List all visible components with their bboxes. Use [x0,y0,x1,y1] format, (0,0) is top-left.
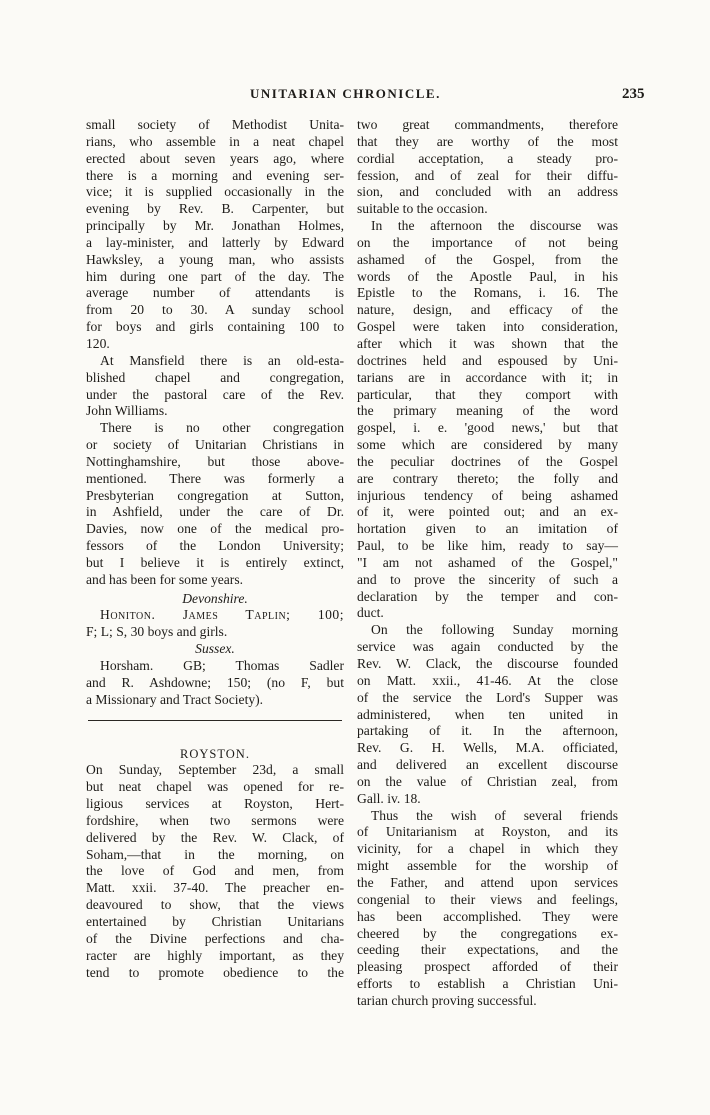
text-line: partaking of it. In the afternoon, [357,723,618,739]
text-line: 120. [86,335,110,351]
text-line: of Unitarianism at Royston, and its [357,824,618,840]
page-number: 235 [622,86,645,102]
text-line: and delivered an excellent discourse [357,757,618,773]
text-line: words of the Apostle Paul, in his [357,268,618,284]
text-line: Horsham. GB; Thomas Sadler [100,658,344,673]
running-title: UNITARIAN CHRONICLE. [250,86,441,101]
text-line: cheered by the congregations ex- [357,925,618,941]
text-line: a Missionary and Tract Society). [86,691,264,707]
text-line: F; L; S, 30 boys and girls. [86,624,228,640]
text-line: Matt. xxii. 37-40. The preacher en- [86,880,344,896]
text-line: particular, that they comport with [357,386,618,402]
text-line: the Father, and attend upon services [357,874,618,890]
text-line: for boys and girls containing 100 to [86,319,344,335]
text-line: fordshire, when two sermons were [86,812,344,828]
text-line: that they are worthy of the most [357,133,618,149]
left-column [86,117,344,981]
text-line: or society of Unitarian Christians in [86,437,344,453]
text-line: and has been for some years. [86,571,244,587]
text-line: racter are highly important, as they [86,947,344,963]
text-line: rians, who assemble in a neat chapel [86,133,344,149]
text-line: tarian church proving successful. [357,992,537,1008]
text-line: gospel, i. e. 'good news,' but that [357,420,618,436]
text-line: tend to promote obedience to the [86,964,344,980]
text-line: pleasing prospect afforded of their [357,959,618,975]
text-line: administered, when ten united in [357,706,618,722]
text-line: At Mansfield there is an old-esta- [100,352,344,368]
text-line: him during one part of the day. The [86,268,344,284]
text-line: Epistle to the Romans, i. 16. The [357,285,618,301]
text-line: There is no other congregation [100,420,344,436]
text-line: average number of attendants is [86,285,344,301]
text-line: Gall. iv. 18. [357,790,421,806]
text-line: the peculiar doctrines of the Gospel [357,453,618,469]
text-line: doctrines held and espoused by Uni- [357,352,618,368]
text-line: Rev. G. H. Wells, M.A. officiated, [357,740,618,756]
text-line: sion, and concluded with an address [357,184,618,200]
text-line: tarians are in accordance with it; in [357,369,618,385]
text-line: On Sunday, September 23d, a small [86,762,344,778]
text-line: efforts to establish a Christian Uni- [357,976,618,992]
text-line: In the afternoon the discourse was [371,218,618,234]
text-line: and to prove the sincerity of such a [357,571,618,587]
text-line: a lay-minister, and latterly by Edward [86,234,344,250]
text-line: declaration by the temper and con- [357,588,618,604]
text-line: blished chapel and congregation, [86,369,344,385]
text-line: of the service the Lord's Supper was [357,689,618,705]
text-line: Davies, now one of the medical pro- [86,521,344,537]
text-line: Honiton. James Taplin; 100; [100,607,344,623]
text-line: are contrary thereto; the folly and [357,470,618,486]
text-line: principally by Mr. Jonathan Holmes, [86,218,344,234]
text-line: service was again conducted by the [357,639,618,655]
text-line: erected about seven years ago, where [86,150,344,166]
text-line: deavoured to show, that the views [86,897,344,913]
text-line: evening by Rev. B. Carpenter, but [86,201,344,217]
text-line: nature, design, and efficacy of the [357,302,618,318]
text-line: the love of God and men, from [86,863,344,879]
text-line: ligious services at Royston, Hert- [86,796,344,812]
text-line: delivered by the Rev. W. Clack, of [86,829,344,845]
text-line: Presbyterian congregation at Sutton, [86,487,344,503]
text-line: on the value of Christian zeal, from [357,773,618,789]
section-heading-devonshire: Devonshire. [182,590,248,606]
section-heading-royston: ROYSTON. [180,746,250,761]
text-line: of it, were pointed out; and an ex- [357,504,618,520]
section-heading-sussex: Sussex. [195,641,235,657]
text-line: Hawksley, a young man, who assists [86,251,344,267]
text-line: might assemble for the worship of [357,858,618,874]
text-line: some which are considered by many [357,437,618,453]
text-line: of the Divine perfections and cha- [86,930,344,946]
text-line: but neat chapel was opened for re- [86,779,344,795]
text-line: duct. [357,605,384,621]
text-line: in Ashfield, under the care of Dr. [86,504,344,520]
text-line: but I believe it is entirely extinct, [86,554,344,570]
text-line: has been accomplished. They were [357,908,618,924]
text-line: fessors of the London University; [86,538,344,554]
text-line: entertained by Christian Unitarians [86,913,344,929]
text-line: hortation given to an imitation of [357,521,618,537]
text-line: the primary meaning of the word [357,403,618,419]
text-line: two great commandments, therefore [357,117,618,132]
text-line: vicinity, for a chapel in which they [357,841,618,857]
text-line: Soham,—that in the morning, on [86,846,344,862]
text-line: from 20 to 30. A sunday school [86,302,344,318]
text-line: John Williams. [86,403,168,419]
section-divider [88,720,342,721]
text-line: under the pastoral care of the Rev. [86,386,344,402]
text-line: "I am not ashamed of the Gospel," [357,554,618,570]
text-line: Gospel were taken into consideration, [357,319,618,335]
right-column [357,117,618,1010]
text-line: on Matt. xxii., 41-46. At the close [357,672,618,688]
text-line: ashamed of the Gospel, from the [357,251,618,267]
text-line: mentioned. There was formerly a [86,470,344,486]
text-line: Rev. W. Clack, the discourse founded [357,656,618,671]
text-line: fession, and of zeal for their diffu- [357,167,618,183]
text-line: ceeding their expectations, and the [357,942,618,958]
text-line: small society of Methodist Unita- [86,117,344,132]
text-line: vice; it is supplied occasionally in the [86,184,344,200]
text-line: there is a morning and evening ser- [86,167,344,183]
text-line: congenial to their views and feelings, [357,891,618,907]
text-line: Paul, to be like him, ready to say— [357,538,618,554]
text-line: Nottinghamshire, but those above- [86,453,344,469]
text-line: injurious tendency of being ashamed [357,487,618,503]
text-line: On the following Sunday morning [371,622,618,638]
text-line: after which it was shown that the [357,335,618,351]
text-line: cordial acceptation, a steady pro- [357,150,618,166]
text-line: Thus the wish of several friends [371,807,618,823]
text-line: on the importance of not being [357,234,618,250]
text-line: and R. Ashdowne; 150; (no F, but [86,674,344,690]
text-line: suitable to the occasion. [357,201,488,217]
